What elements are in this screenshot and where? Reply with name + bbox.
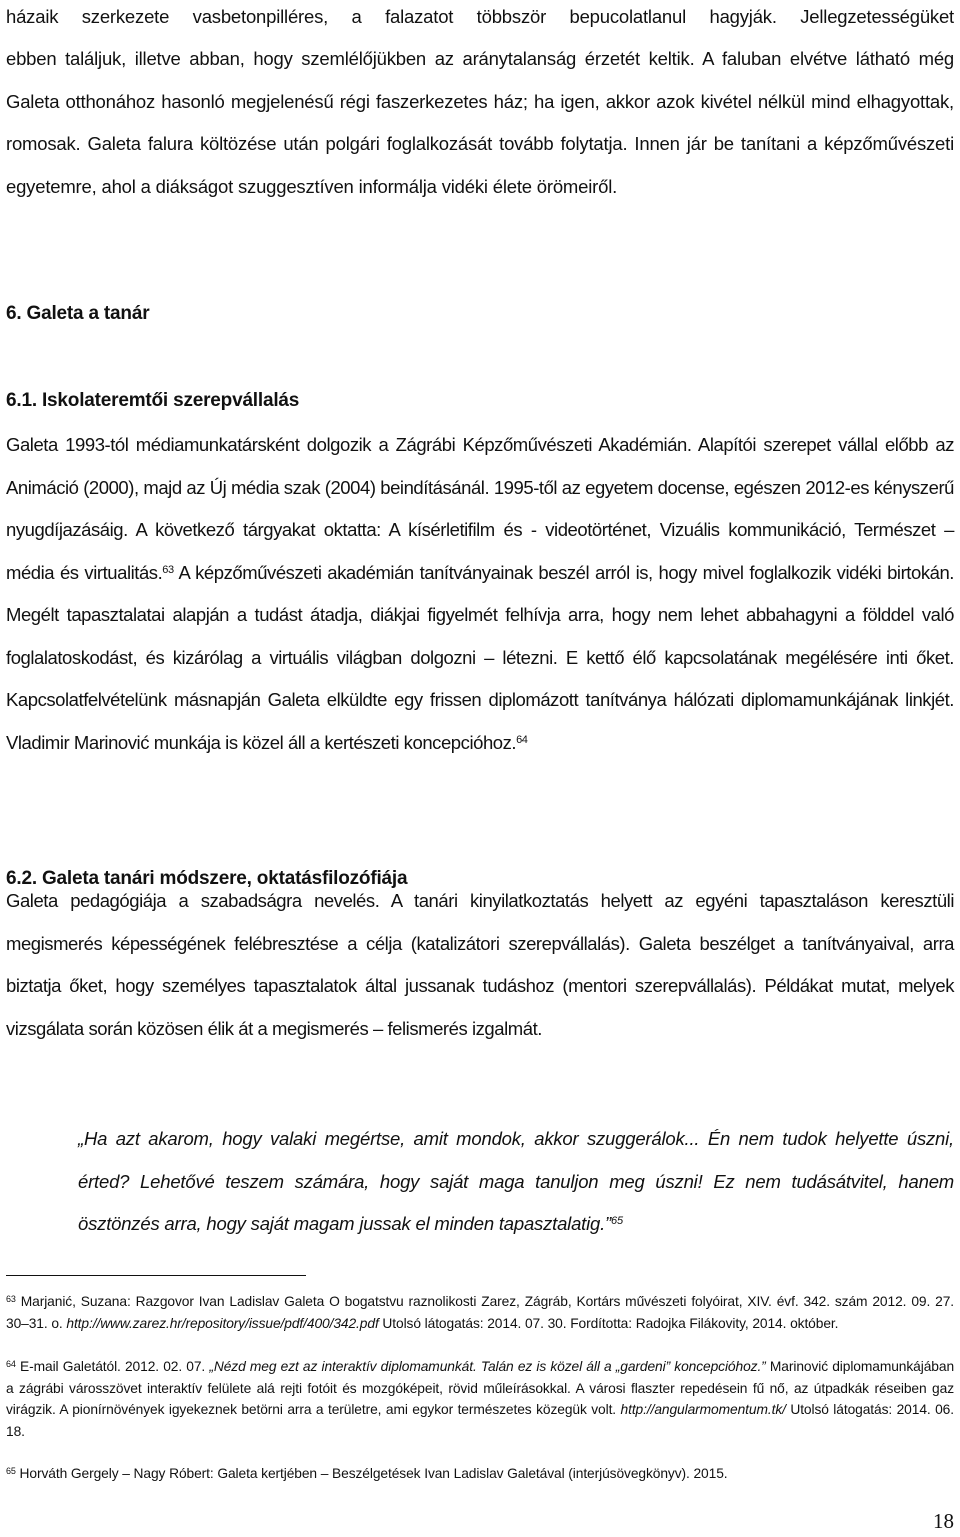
galeta-quote [78, 1118, 954, 1246]
footnote-separator [6, 1275, 306, 1276]
footnote-text: E-mail Galetától. 2012. 02. 07. [20, 1359, 210, 1374]
section-6-1-heading: 6.1. Iskolateremtői szerepvállalás [6, 390, 300, 411]
intro-paragraph: ebben találjuk, illetve abban, hogy szemlélőjükben az aránytalanság érzetét keltik. A faluban elvétve látható még Galeta otthonához hasonló megjelenésű régi faszerkezetes ház; ha igen, akkor azok kivétel nélkül mind elhagyottak, romosak. Galeta falura költözése után polgári foglalkozását tovább folytatja. Innen jár be tanítani a képzőművészeti egyetemre, ahol a diákságot szuggesztíven informálja vidéki élete örömeiről. [6, 48, 954, 197]
footnote-65 [6, 1463, 954, 1485]
footnote-text: Marjanić, Suzana: Razgovor Ivan Ladislav Galeta O bogatstvu raznolikosti Zarez, Zágráb, Kortárs művészeti folyóirat, XIV. évf. 342. szám 2012. 09. 27. 30–31. o. [6, 1294, 955, 1331]
footnote-63 [6, 1291, 954, 1334]
footnote-number: 65 [6, 1466, 16, 1476]
footnote-text: Utolsó látogatás: 2014. 07. 30. Fordította: Radojka Filákovity, 2014. október. [378, 1315, 839, 1331]
quote-text: „Ha azt akarom, hogy valaki megértse, amit mondok, akkor szuggerálok... Én nem tudok helyette úszni, érted? Lehetővé teszem számára, hogy saját maga tanuljon meg úszni! Ez nem tudásátvitel, hanem ösztönzés arra, hogy saját magam jussak el minden tapasztalatig.” [78, 1128, 954, 1234]
footnote-link[interactable]: http://www.zarez.hr/repository/issue/pdf/400/342.pdf [66, 1315, 379, 1331]
section-6-1-paragraph [6, 424, 954, 764]
footnote-text: Utolsó látogatás: 2014. 06. 18. [6, 1402, 954, 1439]
footnote-64 [6, 1356, 954, 1442]
page-number: 18 [933, 1509, 954, 1533]
footnote-quote: „Nézd meg ezt az interaktív diplomamunkát. Talán ez is közel áll a „gardeni” koncepcióhoz.” [209, 1359, 766, 1374]
footnote-number: 64 [6, 1359, 16, 1369]
footnote-text: Marinović diplomamunkájában a zágrábi városszövet interaktív felülete alá rejti fotóit és mozgóképeit, rövid műleírásokkal. A városi flaszter repedésein fű nő, az útpadkák réseiben gaz virágzik. A pionírnövények igyekeznek betörni arra a területre, ami egykor természetes közegük volt. [6, 1359, 955, 1417]
footnote-ref-65[interactable]: 65 [611, 1215, 623, 1227]
footnote-text: Horváth Gergely – Nagy Róbert: Galeta kertjében – Beszélgetések Ivan Ladislav Galetával (interjúsövegkönyv). 2015. [19, 1466, 728, 1481]
paragraph-text: A képzőművészeti akadémián tanítványainak beszél arról is, hogy mivel foglalkozik vidéki birtokán. Megélt tapasztalatai alapján a tudást átadja, diákjai figyelmét felhívja arra, hogy nem lehet abbahagyni a földdel való foglalatoskodást, és kizárólag a virtuális világban dolgozni – létezni. E kettő élő kapcsolatának megélésére inti őket. Kapcsolatfelvételünk másnapján Galeta elküldte egy frissen diplomázott tanítványa hálózati diplomamunkájának linkjét. Vladimir Marinović munkája is közel áll a kertészeti koncepcióhoz. [6, 561, 954, 753]
footnote-ref-64[interactable]: 64 [516, 733, 528, 746]
footnote-ref-63[interactable]: 63 [162, 563, 174, 576]
footnote-link[interactable]: http://angularmomentum.tk/ [620, 1402, 786, 1417]
section-6-heading: 6. Galeta a tanár [6, 303, 150, 324]
intro-first-line: házaik szerkezete vasbetonpilléres, a falazatot többször bepucolatlanul hagyják. Jellegzetességüket [6, 6, 954, 27]
section-6-2-paragraph: Galeta pedagógiája a szabadságra nevelés. A tanári kinyilatkoztatás helyett az egyéni tapasztaláson keresztüli megismerés képességének felébresztése a célja (katalizátori szerepvállalás). Galeta beszélget a tanítványaival, arra biztatja őket, hogy személyes tapasztalatok által jussanak tudáshoz (mentori szerepvállalás). Példákat mutat, melyek vizsgálata során közösen élik át a megismerés – felismerés izgalmát. [6, 890, 954, 1039]
paragraph-text: Galeta 1993-tól médiamunkatársként dolgozik a Zágrábi Képzőművészeti Akadémián. Alapítói szerepet vállal előbb az Animáció (2000), majd az Új média szak (2004) beindításánál. 1995-től az egyetem docense, egészen 2012-es kényszerű nyugdíjazásáig. A következő tárgyakat oktatta: A kísérletifilm és - videotörténet, Vizuális kommunikáció, Természet – média és virtualitás. [6, 434, 954, 583]
footnote-number: 63 [6, 1294, 16, 1304]
section-6-2-heading: 6.2. Galeta tanári módszere, oktatásfilozófiája [6, 868, 408, 889]
